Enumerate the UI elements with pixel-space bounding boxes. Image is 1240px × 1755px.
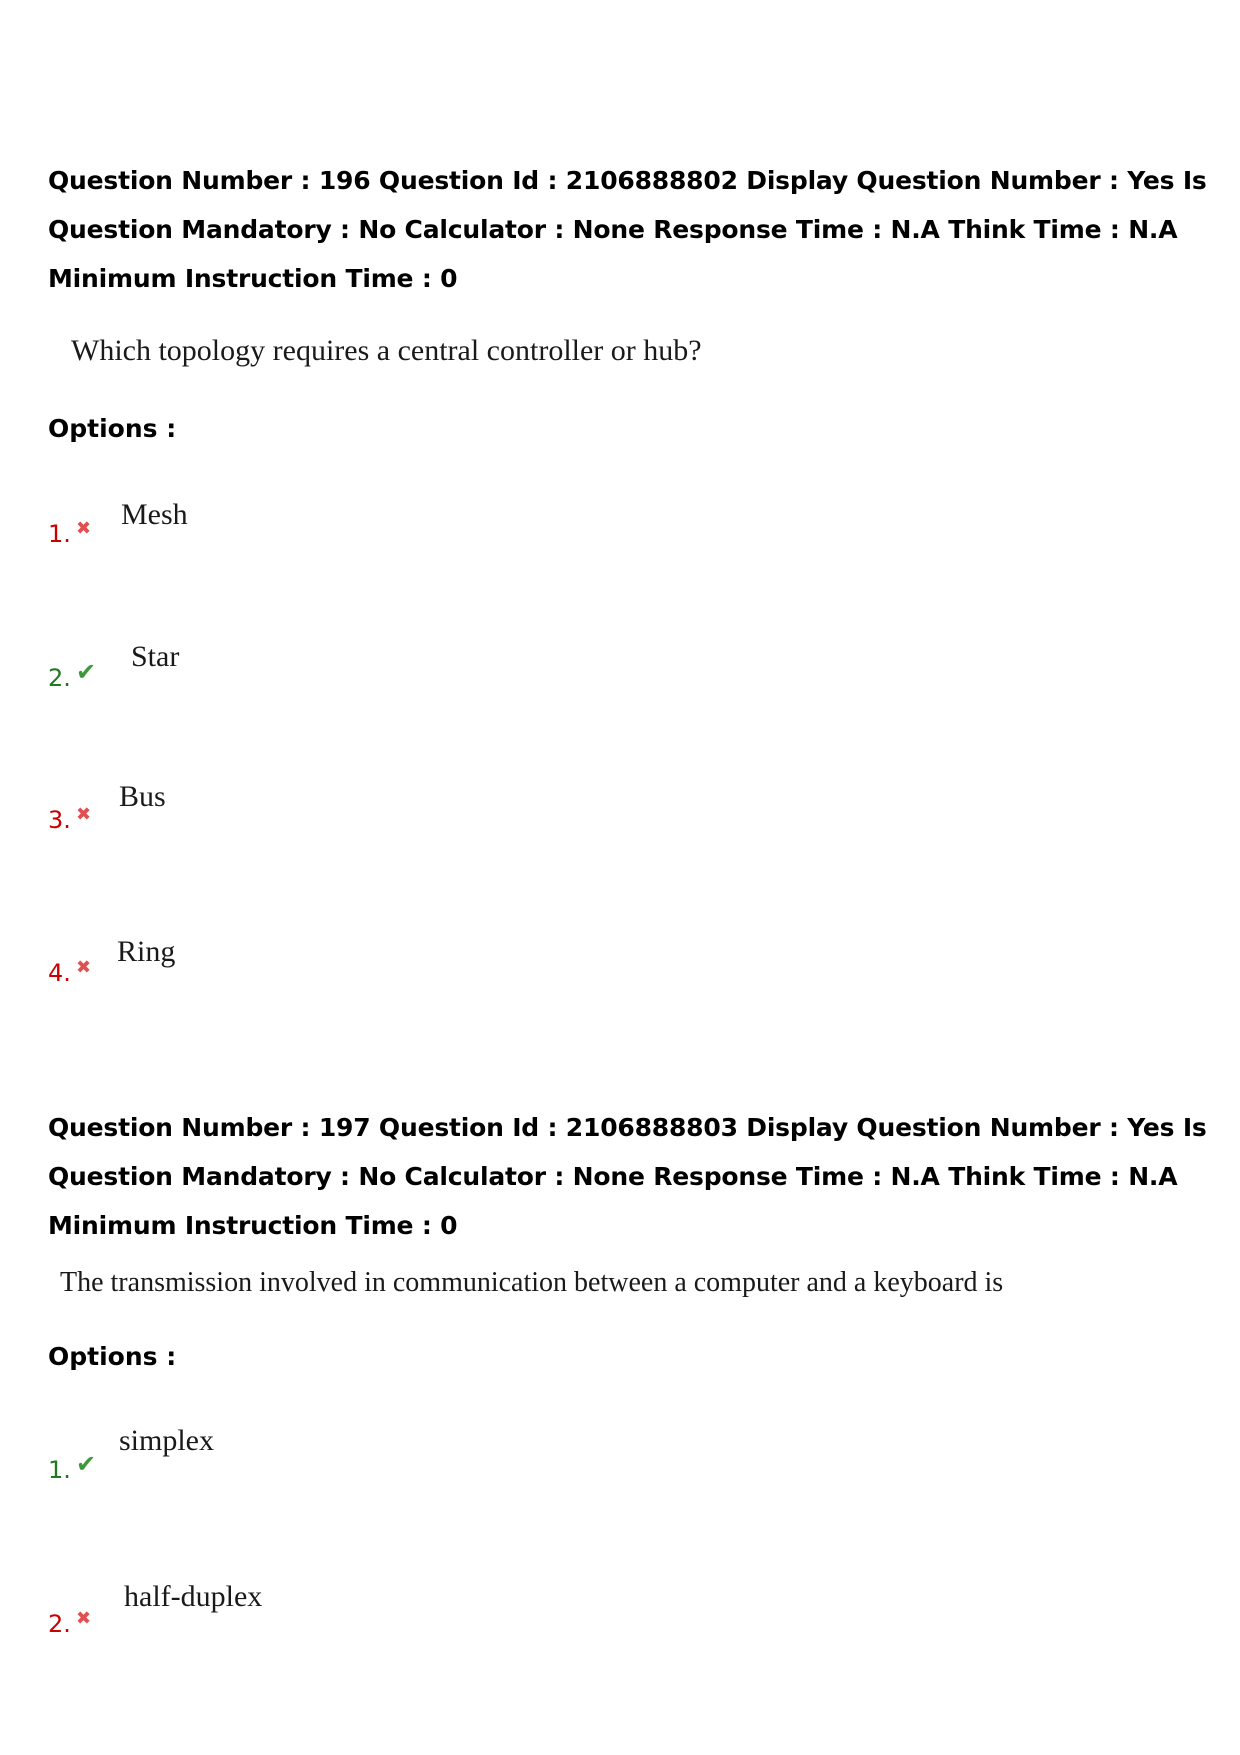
- question-text: Which topology requires a central controller or hub?: [71, 334, 702, 367]
- option-number: 1.: [48, 520, 71, 548]
- cross-icon: ✖: [76, 518, 92, 539]
- option-text: Star: [131, 640, 180, 673]
- option-item: [48, 640, 648, 700]
- options-label: Options :: [48, 1342, 177, 1371]
- option-text: Ring: [117, 935, 176, 968]
- option-number: 3.: [48, 806, 71, 834]
- check-icon: ✔: [76, 658, 97, 686]
- cross-icon: ✖: [76, 1608, 92, 1629]
- question-text: The transmission involved in communication between a computer and a keyboard is: [60, 1267, 1004, 1298]
- option-text: half-duplex: [124, 1580, 263, 1613]
- question-header: Question Number : 196 Question Id : 2106888802 Display Question Number : Yes Is Question Mandatory : No Calculator : None Response Time : N.A Think Time : N.A Minimum Instruction Time : 0: [48, 166, 1207, 293]
- check-icon: ✔: [76, 1450, 97, 1478]
- option-item: [48, 935, 648, 995]
- option-number: 4.: [48, 959, 71, 987]
- option-number: 2.: [48, 1610, 71, 1638]
- option-text: Bus: [119, 780, 166, 813]
- option-text: simplex: [119, 1424, 214, 1457]
- option-item: [48, 780, 648, 840]
- option-item: [48, 498, 648, 558]
- option-number: 2.: [48, 664, 71, 692]
- options-label: Options :: [48, 414, 177, 443]
- cross-icon: ✖: [76, 957, 92, 978]
- option-text: Mesh: [121, 498, 188, 531]
- cross-icon: ✖: [76, 804, 92, 825]
- option-number: 1.: [48, 1456, 71, 1484]
- option-item: [48, 1580, 648, 1640]
- question-header: Question Number : 197 Question Id : 2106888803 Display Question Number : Yes Is Question Mandatory : No Calculator : None Response Time : N.A Think Time : N.A Minimum Instruction Time : 0: [48, 1113, 1207, 1240]
- option-item: [48, 1424, 648, 1484]
